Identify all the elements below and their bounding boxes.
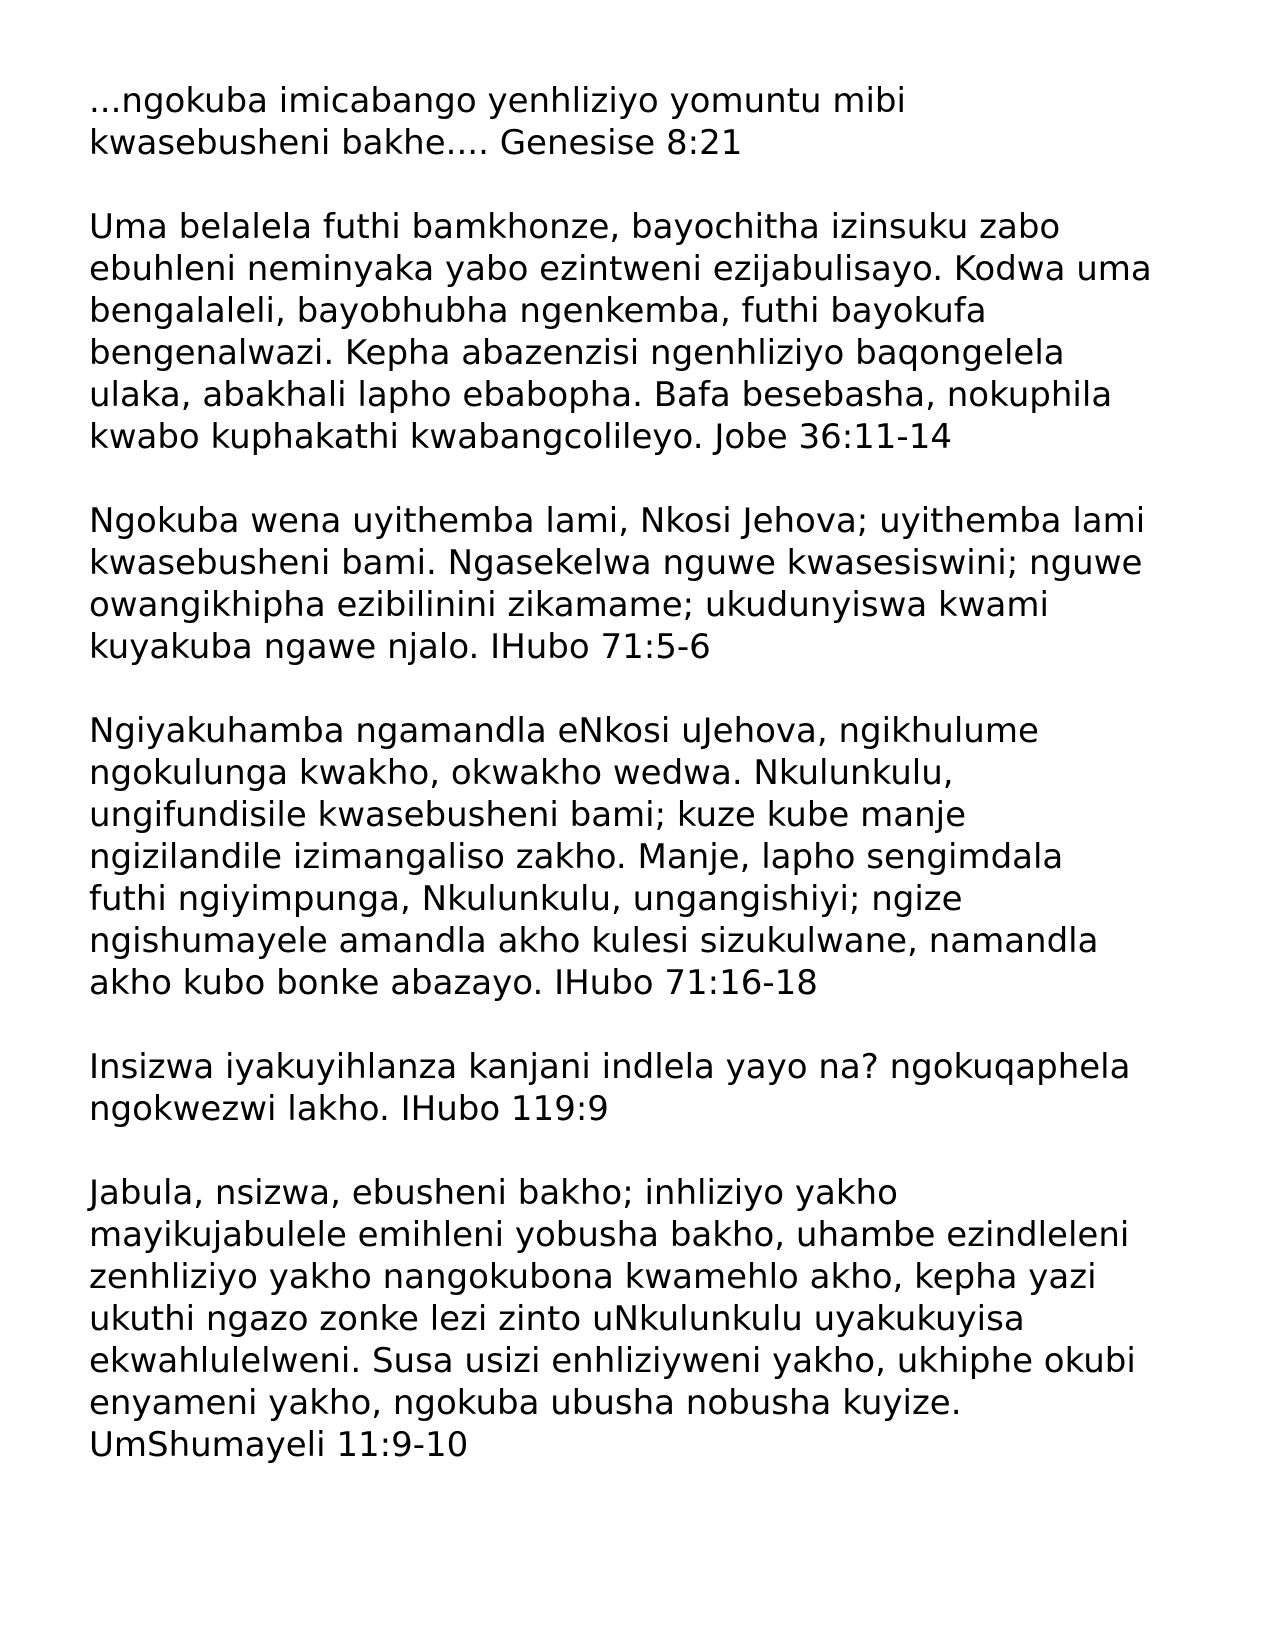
text-line: ukuthi ngazo zonke lezi zinto uNkulunkulu uyakukuyisa xyxy=(89,1299,1025,1339)
text-line: ekwahlulelweni. Susa usizi enhliziyweni yakho, ukhiphe okubi xyxy=(89,1341,1136,1381)
text-line: ungifundisile kwasebusheni bami; kuze kube manje xyxy=(89,795,967,835)
passage-ecclesiastes xyxy=(89,1172,1239,1466)
document-page xyxy=(89,80,1239,1508)
text-line: kwasebusheni bakhe.... Genesise 8:21 xyxy=(89,123,743,163)
text-line: ebuhleni neminyaka yabo ezintweni ezijabulisayo. Kodwa uma xyxy=(89,249,1152,289)
text-line: kwabo kuphakathi kwabangcolileyo. Jobe 36:11-14 xyxy=(89,417,952,457)
text-line: ulaka, abakhali lapho ebabopha. Bafa besebasha, nokuphila xyxy=(89,375,1113,415)
passage-job xyxy=(89,206,1239,458)
text-line: Uma belalela futhi bamkhonze, bayochitha izinsuku zabo xyxy=(89,207,1061,247)
text-line: ngokwezwi lakho. IHubo 119:9 xyxy=(89,1089,609,1129)
text-line: Ngokuba wena uyithemba lami, Nkosi Jehova; uyithemba lami xyxy=(89,501,1146,541)
text-line: zenhliziyo yakho nangokubona kwamehlo akho, kepha yazi xyxy=(89,1257,1097,1297)
text-line: Ngiyakuhamba ngamandla eNkosi uJehova, ngikhulume xyxy=(89,711,1039,751)
passage-psalm-71-16 xyxy=(89,710,1239,1004)
text-line: ngokulunga kwakho, okwakho wedwa. Nkulunkulu, xyxy=(89,753,954,793)
text-line: ...ngokuba imicabango yenhliziyo yomuntu mibi xyxy=(89,81,906,121)
text-line: kuyakuba ngawe njalo. IHubo 71:5-6 xyxy=(89,627,711,667)
text-line: bengalaleli, bayobhubha ngenkemba, futhi bayokufa xyxy=(89,291,987,331)
text-line: kwasebusheni bami. Ngasekelwa nguwe kwasesiswini; nguwe xyxy=(89,543,1143,583)
passage-genesis xyxy=(89,80,1239,164)
text-line: futhi ngiyimpunga, Nkulunkulu, ungangishiyi; ngize xyxy=(89,879,963,919)
text-line: mayikujabulele emihleni yobusha bakho, uhambe ezindleleni xyxy=(89,1215,1130,1255)
text-line: UmShumayeli 11:9-10 xyxy=(89,1425,469,1465)
text-line: bengenalwazi. Kepha abazenzisi ngenhliziyo baqongelela xyxy=(89,333,1065,373)
text-line: ngizilandile izimangaliso zakho. Manje, lapho sengimdala xyxy=(89,837,1064,877)
text-line: ngishumayele amandla akho kulesi sizukulwane, namandla xyxy=(89,921,1099,961)
text-line: enyameni yakho, ngokuba ubusha nobusha kuyize. xyxy=(89,1383,962,1423)
passage-psalm-119 xyxy=(89,1046,1239,1130)
text-line: akho kubo bonke abazayo. IHubo 71:16-18 xyxy=(89,963,818,1003)
text-line: owangikhipha ezibilinini zikamame; ukudunyiswa kwami xyxy=(89,585,1049,625)
text-line: Insizwa iyakuyihlanza kanjani indlela yayo na? ngokuqaphela xyxy=(89,1047,1131,1087)
passage-psalm-71-5 xyxy=(89,500,1239,668)
text-line: Jabula, nsizwa, ebusheni bakho; inhliziyo yakho xyxy=(89,1173,898,1213)
